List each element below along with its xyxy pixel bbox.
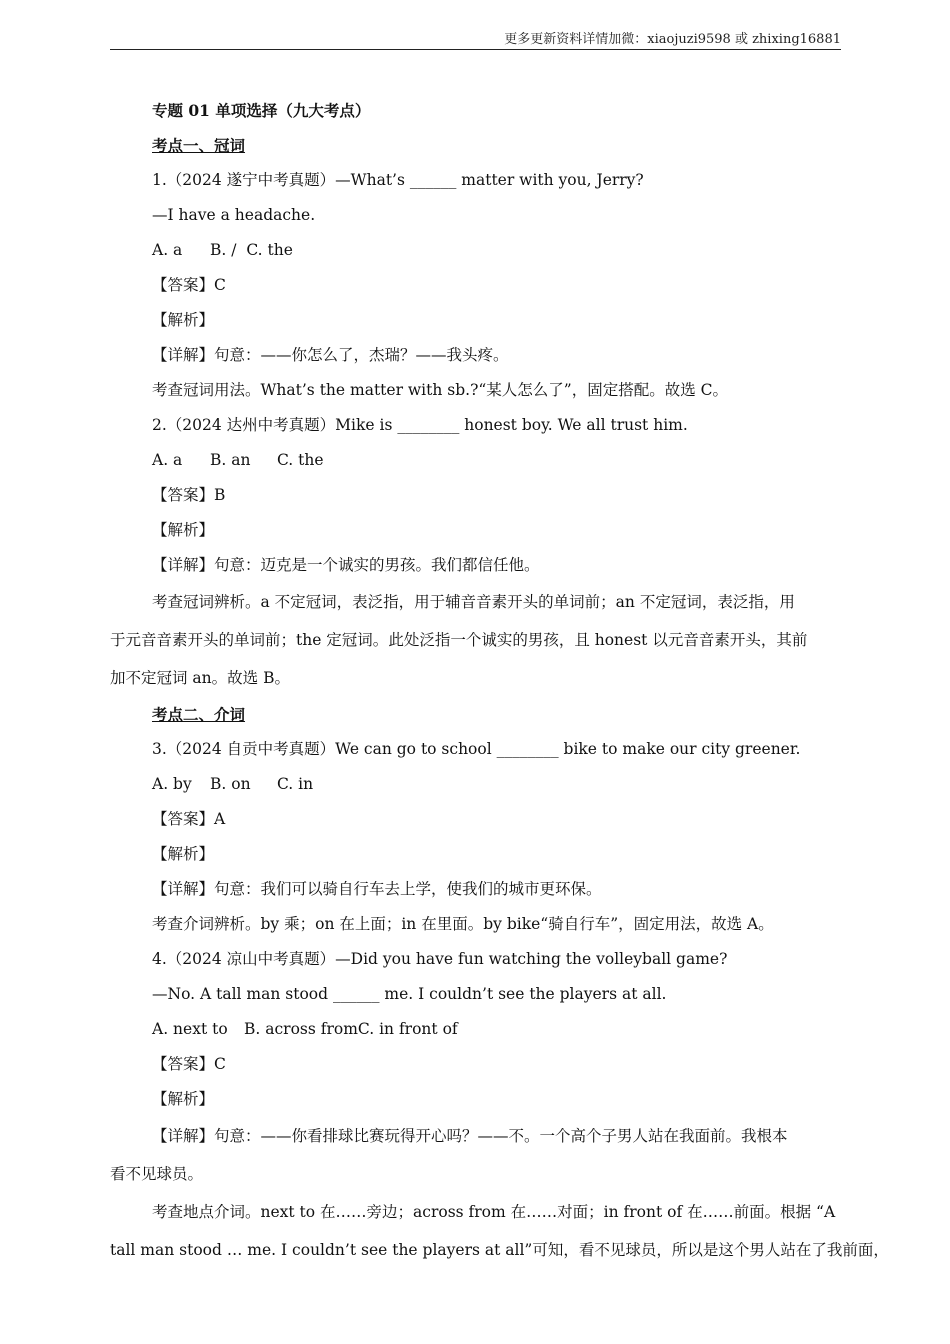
- option-b: B. on: [210, 775, 251, 793]
- analysis-label: 【解析】: [152, 1090, 215, 1108]
- question-stem: 3.（2024 自贡中考真题）We can go to school ________ bike to make our city greener.: [152, 740, 801, 758]
- explanation-continued: 于元音音素开头的单词前；the 定冠词。此处泛指一个诚实的男孩，且 honest 以元音音素开头，其前: [110, 631, 808, 649]
- page-header: [110, 28, 841, 50]
- question-stem-reply: —No. A tall man stood ______ me. I couldn’t see the players at all.: [152, 985, 667, 1003]
- question-options: [110, 233, 848, 268]
- document-title: 专题 01 单项选择（九大考点）: [152, 101, 371, 120]
- question-stem-reply: —I have a headache.: [152, 206, 316, 224]
- analysis-label: 【解析】: [152, 521, 215, 539]
- question-stem: 4.（2024 凉山中考真题）—Did you have fun watching the volleyball game?: [152, 950, 728, 968]
- analysis-label: 【解析】: [152, 311, 215, 329]
- question-options: [110, 443, 848, 478]
- explanation-continued: 加不定冠词 an。故选 B。: [110, 669, 290, 687]
- option-c: C. in: [277, 775, 314, 793]
- question-options: [110, 767, 848, 802]
- question-stem: 2.（2024 达州中考真题）Mike is ________ honest boy. We all trust him.: [152, 416, 688, 434]
- detail: 【详解】句意：我们可以骑自行车去上学，使我们的城市更环保。: [152, 880, 602, 898]
- analysis-label: 【解析】: [152, 845, 215, 863]
- explanation: 考查冠词辨析。a 不定冠词，表泛指，用于辅音音素开头的单词前；an 不定冠词，表泛指，用: [152, 593, 795, 611]
- detail: 【详解】句意：迈克是一个诚实的男孩。我们都信任他。: [152, 556, 540, 574]
- document-body: [110, 94, 889, 1269]
- detail-continued: 看不见球员。: [110, 1165, 204, 1183]
- option-b: B. /: [210, 241, 237, 259]
- option-c: C. in front of: [357, 1020, 458, 1038]
- answer: 【答案】C: [152, 276, 226, 294]
- question-options: [110, 1012, 848, 1047]
- explanation: 考查冠词用法。What’s the matter with sb.?“某人怎么了”，固定搭配。故选 C。: [152, 381, 729, 399]
- option-a: A. next to: [152, 1020, 228, 1038]
- option-c: C. the: [277, 451, 324, 469]
- explanation: 考查介词辨析。by 乘；on 在上面；in 在里面。by bike“骑自行车”，固定用法，故选 A。: [152, 915, 774, 933]
- section-heading: 考点二、介词: [152, 705, 246, 724]
- answer: 【答案】B: [152, 486, 226, 504]
- explanation: 考查地点介词。next to 在……旁边；across from 在……对面；in front of 在……前面。根据 “A: [152, 1203, 836, 1221]
- option-a: A. a: [152, 241, 183, 259]
- answer: 【答案】A: [152, 810, 226, 828]
- option-b: B. an: [210, 451, 251, 469]
- section-heading: 考点一、冠词: [152, 136, 246, 155]
- header-text: 更多更新资料详情加微：xiaojuzi9598 或 zhixing16881: [504, 32, 841, 47]
- option-c: C. the: [246, 241, 293, 259]
- answer: 【答案】C: [152, 1055, 226, 1073]
- detail: 【详解】句意：——你看排球比赛玩得开心吗？——不。一个高个子男人站在我面前。我根本: [152, 1127, 788, 1145]
- option-a: A. by: [152, 775, 192, 793]
- option-a: A. a: [152, 451, 183, 469]
- question-stem: 1.（2024 遂宁中考真题）—What’s ______ matter with you, Jerry?: [152, 171, 644, 189]
- explanation-continued: tall man stood … me. I couldn’t see the players at all”可知，看不见球员，所以是这个男人站在了我前面，: [110, 1241, 889, 1259]
- option-b: B. across from: [244, 1020, 358, 1038]
- detail: 【详解】句意：——你怎么了，杰瑞？——我头疼。: [152, 346, 509, 364]
